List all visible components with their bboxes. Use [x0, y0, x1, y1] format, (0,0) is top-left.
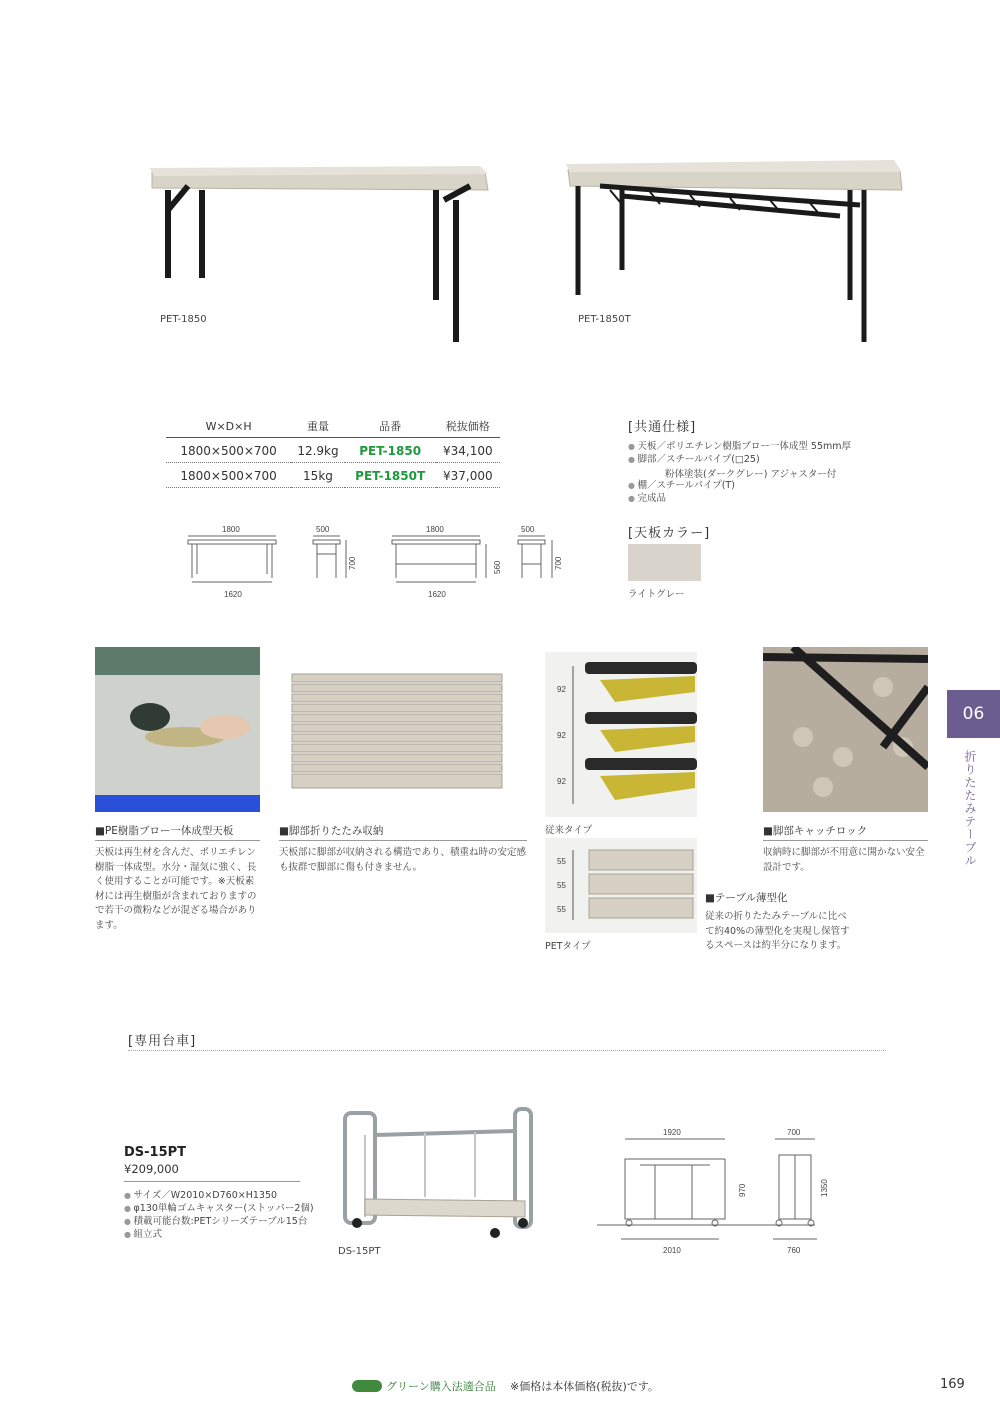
feature-body: 収納時に脚部が不用意に開かない安全設計です。	[763, 847, 925, 873]
common-spec-list-2	[628, 479, 908, 505]
cart-price: ¥209,000	[124, 1162, 179, 1176]
row-size: 1800×500×700	[166, 463, 291, 488]
color-swatch	[628, 544, 701, 581]
list-item: ● 天板／ポリエチレン樹脂ブロー一体成型 55mm厚	[628, 440, 908, 453]
new-height-2: 55	[557, 881, 566, 890]
pet-type-label: PETタイプ	[545, 941, 591, 952]
top-color-title: [天板カラー]	[628, 526, 711, 541]
dim-total-h: 1350	[820, 1179, 829, 1197]
spec-table-header	[166, 416, 500, 438]
dim-w2: 1800	[426, 525, 444, 534]
row-size: 1800×500×700	[166, 438, 291, 463]
feature-fold-storage	[279, 823, 527, 875]
caption-pet-1850t: PET-1850T	[578, 314, 631, 325]
green-purchase-logo	[352, 1380, 382, 1392]
cart-image	[335, 1105, 540, 1240]
photo-stacked-tables	[288, 668, 506, 796]
list-item: ● 積載可能台数:PETシリーズテーブル15台	[124, 1215, 324, 1228]
common-spec-title: [共通仕様]	[628, 420, 697, 435]
feature-body: 天板は再生材を含んだ、ポリエチレン樹脂一体成型。水分・湿気に強く、長く使用することが可能です。※天板素材には再生樹脂が含まれておりますので若干の微粉などが混ざる場合があります。	[95, 847, 257, 931]
green-purchase-text: グリーン購入法適合品	[386, 1380, 496, 1393]
dim-h2: 700	[554, 556, 563, 570]
dim-d2: 500	[521, 525, 535, 534]
list-item: ● 脚部／スチールパイプ(□25)	[628, 453, 908, 466]
feature-catch-lock	[763, 823, 928, 875]
list-item: ● 完成品	[628, 492, 908, 505]
common-spec-sub-item: 粉体塗装(ダークグレー) アジャスター付	[665, 469, 837, 480]
dim-bottom-w: 2010	[663, 1246, 681, 1255]
list-item: ● φ130単輪ゴムキャスター(ストッパー2個)	[124, 1202, 324, 1215]
dim-inner1: 1620	[224, 590, 242, 599]
chapter-tab: 06	[947, 690, 1000, 738]
cart-spec-list	[124, 1189, 324, 1241]
header-code: 品番	[345, 416, 436, 438]
feature-title: ■脚部折りたたみ収納	[279, 823, 527, 841]
header-price: 税抜価格	[436, 416, 500, 438]
feature-body: 天板部に脚部が収納される構造であり、積重ね時の安定感も抜群で脚部に傷も付きません。	[279, 847, 527, 873]
dim-top-d: 700	[787, 1128, 801, 1137]
table-row	[166, 438, 500, 463]
footer-note: ※価格は本体価格(税抜)です。	[510, 1380, 659, 1393]
old-height-3: 92	[557, 777, 566, 786]
header-size: W×D×H	[166, 416, 291, 438]
dim-w1: 1800	[222, 525, 240, 534]
dimension-drawings	[180, 520, 580, 605]
feature-title: ■脚部キャッチロック	[763, 823, 928, 841]
row-price: ¥34,100	[436, 438, 500, 463]
dim-shelf: 560	[493, 560, 502, 574]
dim-inner2: 1620	[428, 590, 446, 599]
row-weight: 15kg	[291, 463, 345, 488]
chapter-label: 折りたたみテーブル	[963, 750, 977, 867]
cart-image-caption: DS-15PT	[338, 1246, 381, 1257]
photo-catch-lock	[763, 647, 928, 812]
feature-title: ■テーブル薄型化	[705, 892, 788, 904]
photo-pet-type	[545, 838, 697, 933]
old-height-1: 92	[557, 685, 566, 694]
list-item: ● サイズ／W2010×D760×H1350	[124, 1189, 324, 1202]
table-row	[166, 463, 500, 488]
cart-divider	[124, 1181, 300, 1182]
photo-pe-top	[95, 647, 260, 812]
page-number: 169	[940, 1377, 965, 1392]
dim-h1: 700	[348, 556, 357, 570]
common-spec-list	[628, 440, 908, 466]
spec-table	[166, 416, 500, 488]
feature-title: ■PE樹脂ブロー一体成型天板	[95, 823, 260, 841]
cart-model: DS-15PT	[124, 1145, 187, 1160]
dim-inner-h: 970	[738, 1183, 747, 1197]
feature-body: 従来の折りたたみテーブルに比べて約40%の薄型化を実現し保管するスペースは約半分になります。	[705, 911, 850, 951]
list-item: ● 組立式	[124, 1228, 324, 1241]
old-type-label: 従来タイプ	[545, 825, 593, 836]
feature-pe-top	[95, 823, 260, 933]
dim-bottom-d: 760	[787, 1246, 801, 1255]
row-code: PET-1850	[345, 438, 436, 463]
row-price: ¥37,000	[436, 463, 500, 488]
new-height-1: 55	[557, 857, 566, 866]
dim-top-w: 1920	[663, 1128, 681, 1137]
section-divider	[128, 1050, 886, 1051]
caption-pet-1850: PET-1850	[160, 314, 207, 325]
cart-section-title: [専用台車]	[128, 1034, 197, 1049]
new-height-3: 55	[557, 905, 566, 914]
color-swatch-label: ライトグレー	[628, 589, 685, 600]
feature-thin	[705, 890, 850, 954]
row-code: PET-1850T	[345, 463, 436, 488]
dim-d1: 500	[316, 525, 330, 534]
list-item: ● 棚／スチールパイプ(T)	[628, 479, 908, 492]
old-height-2: 92	[557, 731, 566, 740]
row-weight: 12.9kg	[291, 438, 345, 463]
header-weight: 重量	[291, 416, 345, 438]
cart-dimension-drawing	[595, 1125, 845, 1260]
photo-old-type	[545, 652, 697, 817]
